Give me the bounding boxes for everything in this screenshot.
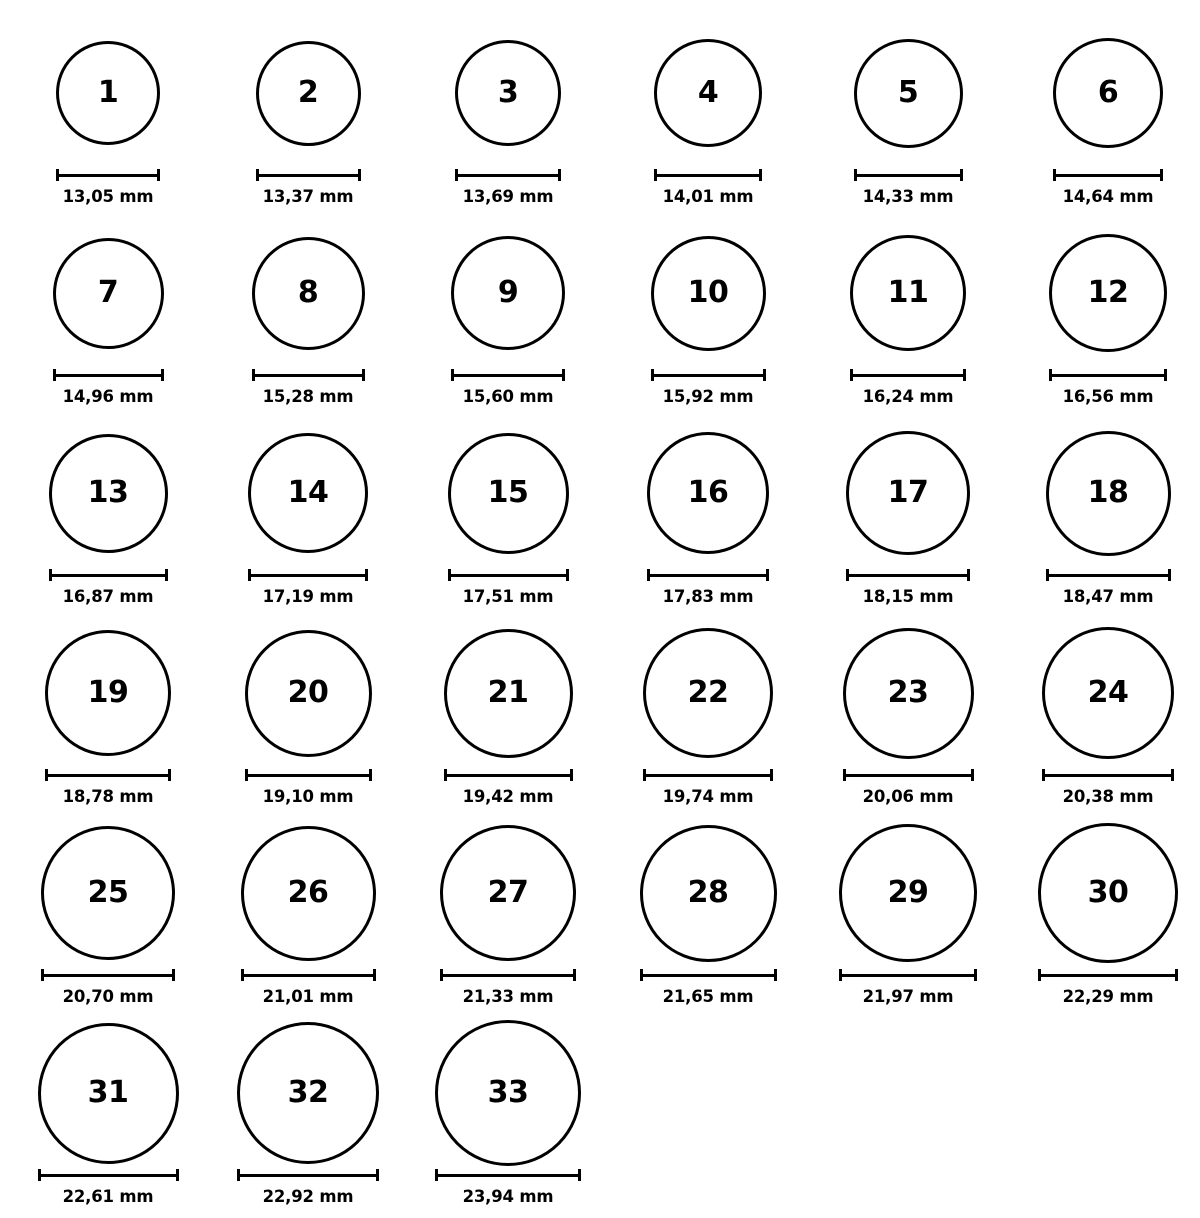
ring-circle-wrapper	[8, 618, 208, 768]
ring-circle-wrapper	[408, 18, 608, 168]
ring-size-number: 26	[287, 875, 329, 910]
ring-circle-wrapper	[808, 18, 1008, 168]
ring-circle-icon	[455, 40, 561, 146]
ring-size-number: 7	[97, 275, 119, 310]
diameter-label: 19,10 mm	[262, 787, 354, 806]
diameter-measure-bar	[640, 968, 777, 982]
diameter-measure-bar	[1038, 968, 1178, 982]
diameter-label: 16,56 mm	[1062, 387, 1154, 406]
ring-circle-icon	[654, 39, 762, 147]
measure-bar-line	[843, 774, 974, 777]
diameter-measure-bar	[1042, 768, 1174, 782]
measure-bar-line	[38, 1174, 179, 1177]
ring-size-grid	[0, 18, 1200, 1218]
diameter-label: 18,15 mm	[862, 587, 954, 606]
diameter-label: 15,92 mm	[662, 387, 754, 406]
measure-bar-graphic	[846, 569, 970, 581]
ring-circle-wrapper	[608, 218, 808, 368]
ring-circle-icon	[440, 825, 576, 961]
ring-circle-icon	[1046, 431, 1171, 556]
measure-bar-graphic	[38, 1169, 179, 1181]
diameter-measure-bar	[435, 1168, 581, 1182]
diameter-measure-bar	[248, 568, 368, 582]
measure-bar-graphic	[56, 169, 160, 181]
measure-bar-graphic	[640, 969, 777, 981]
ring-size-cell	[8, 818, 208, 1018]
measure-bar-graphic	[41, 969, 175, 981]
diameter-label: 22,92 mm	[262, 1187, 354, 1206]
measure-bar-line	[854, 174, 963, 177]
ring-circle-icon	[846, 431, 970, 555]
ring-circle-icon	[45, 630, 171, 756]
ring-circle-wrapper	[8, 418, 208, 568]
diameter-label: 20,38 mm	[1062, 787, 1154, 806]
measure-bar-line	[1053, 174, 1163, 177]
measure-bar-line	[1046, 574, 1171, 577]
ring-size-number: 30	[1087, 875, 1129, 910]
diameter-measure-bar	[53, 368, 164, 382]
ring-circle-wrapper	[808, 218, 1008, 368]
ring-circle-wrapper	[408, 418, 608, 568]
ring-circle-wrapper	[8, 818, 208, 968]
diameter-measure-bar	[647, 568, 769, 582]
ring-size-cell	[208, 418, 408, 618]
measure-bar-line	[647, 574, 769, 577]
diameter-label: 14,33 mm	[862, 187, 954, 206]
measure-bar-line	[41, 974, 175, 977]
measure-bar-graphic	[245, 769, 372, 781]
ring-circle-wrapper	[8, 1018, 208, 1168]
diameter-label: 13,69 mm	[462, 187, 554, 206]
ring-size-number: 25	[87, 875, 129, 910]
ring-circle-icon	[640, 825, 777, 962]
ring-size-number: 32	[287, 1075, 329, 1110]
ring-circle-wrapper	[408, 818, 608, 968]
ring-size-number: 8	[297, 275, 319, 310]
measure-bar-line	[245, 774, 372, 777]
ring-size-number: 33	[487, 1075, 529, 1110]
ring-size-cell	[608, 18, 808, 218]
measure-bar-graphic	[448, 569, 569, 581]
ring-size-number: 23	[887, 675, 929, 710]
ring-circle-wrapper	[408, 218, 608, 368]
measure-bar-line	[455, 174, 561, 177]
diameter-measure-bar	[850, 368, 966, 382]
ring-circle-wrapper	[208, 418, 408, 568]
ring-circle-icon	[245, 630, 372, 757]
diameter-measure-bar	[451, 368, 565, 382]
diameter-measure-bar	[654, 168, 762, 182]
measure-bar-line	[640, 974, 777, 977]
ring-size-number: 3	[497, 75, 519, 110]
ring-size-number: 17	[887, 475, 929, 510]
measure-bar-graphic	[843, 769, 974, 781]
ring-circle-icon	[49, 434, 168, 553]
measure-bar-graphic	[248, 569, 368, 581]
diameter-measure-bar	[651, 368, 766, 382]
ring-size-number: 22	[687, 675, 729, 710]
diameter-label: 15,60 mm	[462, 387, 554, 406]
ring-circle-wrapper	[408, 618, 608, 768]
ring-circle-icon	[1053, 38, 1163, 148]
measure-bar-graphic	[1038, 969, 1178, 981]
measure-bar-graphic	[49, 569, 168, 581]
measure-bar-graphic	[241, 969, 376, 981]
measure-bar-graphic	[455, 169, 561, 181]
diameter-label: 21,65 mm	[662, 987, 754, 1006]
ring-size-cell	[1008, 418, 1200, 618]
measure-bar-line	[45, 774, 171, 777]
ring-size-number: 2	[297, 75, 319, 110]
measure-bar-graphic	[643, 769, 773, 781]
diameter-measure-bar	[1046, 568, 1171, 582]
measure-bar-graphic	[854, 169, 963, 181]
measure-bar-graphic	[850, 369, 966, 381]
measure-bar-line	[850, 374, 966, 377]
ring-size-cell	[208, 18, 408, 218]
measure-bar-graphic	[53, 369, 164, 381]
ring-circle-icon	[643, 628, 773, 758]
measure-bar-line	[241, 974, 376, 977]
diameter-measure-bar	[1053, 168, 1163, 182]
ring-size-number: 18	[1087, 475, 1129, 510]
ring-size-cell	[608, 218, 808, 418]
measure-bar-line	[448, 574, 569, 577]
measure-bar-line	[49, 574, 168, 577]
ring-circle-icon	[435, 1020, 581, 1166]
diameter-label: 23,94 mm	[462, 1187, 554, 1206]
ring-size-number: 29	[887, 875, 929, 910]
measure-bar-graphic	[256, 169, 361, 181]
diameter-measure-bar	[45, 768, 171, 782]
ring-circle-wrapper	[808, 618, 1008, 768]
ring-circle-wrapper	[8, 218, 208, 368]
ring-circle-wrapper	[808, 818, 1008, 968]
ring-size-number: 5	[897, 75, 919, 110]
diameter-measure-bar	[448, 568, 569, 582]
diameter-label: 22,29 mm	[1062, 987, 1154, 1006]
measure-bar-graphic	[1046, 569, 1171, 581]
ring-circle-icon	[647, 432, 769, 554]
ring-size-cell	[608, 818, 808, 1018]
diameter-label: 17,51 mm	[462, 587, 554, 606]
measure-bar-graphic	[444, 769, 573, 781]
ring-circle-wrapper	[608, 418, 808, 568]
measure-bar-line	[237, 1174, 379, 1177]
ring-size-number: 14	[287, 475, 329, 510]
measure-bar-graphic	[1049, 369, 1167, 381]
ring-circle-icon	[444, 629, 573, 758]
ring-circle-icon	[38, 1023, 179, 1164]
measure-bar-line	[256, 174, 361, 177]
ring-circle-wrapper	[208, 818, 408, 968]
ring-size-cell	[1008, 18, 1200, 218]
diameter-measure-bar	[237, 1168, 379, 1182]
ring-circle-wrapper	[1008, 218, 1200, 368]
ring-circle-wrapper	[608, 618, 808, 768]
ring-size-number: 15	[487, 475, 529, 510]
ring-circle-icon	[843, 628, 974, 759]
ring-size-cell	[8, 1018, 208, 1218]
ring-size-cell	[8, 18, 208, 218]
ring-circle-wrapper	[208, 218, 408, 368]
ring-size-cell	[408, 818, 608, 1018]
measure-bar-graphic	[647, 569, 769, 581]
ring-circle-wrapper	[408, 1018, 608, 1168]
diameter-measure-bar	[839, 968, 977, 982]
measure-bar-graphic	[45, 769, 171, 781]
ring-size-number: 24	[1087, 675, 1129, 710]
ring-circle-icon	[256, 41, 361, 146]
measure-bar-graphic	[839, 969, 977, 981]
ring-size-cell	[208, 218, 408, 418]
ring-size-cell	[208, 618, 408, 818]
diameter-label: 14,64 mm	[1062, 187, 1154, 206]
ring-circle-icon	[241, 826, 376, 961]
ring-circle-icon	[237, 1022, 379, 1164]
ring-size-number: 28	[687, 875, 729, 910]
diameter-label: 21,33 mm	[462, 987, 554, 1006]
ring-size-number: 21	[487, 675, 529, 710]
ring-size-cell	[8, 418, 208, 618]
diameter-measure-bar	[1049, 368, 1167, 382]
ring-size-cell	[608, 618, 808, 818]
ring-circle-wrapper	[1008, 418, 1200, 568]
ring-circle-icon	[850, 235, 966, 351]
ring-size-number: 20	[287, 675, 329, 710]
diameter-label: 22,61 mm	[62, 1187, 154, 1206]
ring-circle-wrapper	[208, 618, 408, 768]
ring-size-cell	[8, 618, 208, 818]
ring-circle-wrapper	[1008, 818, 1200, 968]
diameter-label: 16,87 mm	[62, 587, 154, 606]
ring-size-number: 11	[887, 275, 929, 310]
ring-circle-icon	[854, 39, 963, 148]
ring-size-number: 13	[87, 475, 129, 510]
ring-size-cell	[408, 418, 608, 618]
measure-bar-line	[1042, 774, 1174, 777]
measure-bar-line	[846, 574, 970, 577]
ring-size-number: 12	[1087, 275, 1129, 310]
ring-circle-icon	[451, 236, 565, 350]
diameter-measure-bar	[843, 768, 974, 782]
diameter-label: 19,42 mm	[462, 787, 554, 806]
diameter-measure-bar	[41, 968, 175, 982]
measure-bar-graphic	[1053, 169, 1163, 181]
ring-circle-icon	[1042, 627, 1174, 759]
ring-size-cell	[608, 418, 808, 618]
ring-circle-wrapper	[208, 1018, 408, 1168]
ring-size-cell	[808, 418, 1008, 618]
ring-size-cell	[408, 618, 608, 818]
diameter-label: 14,96 mm	[62, 387, 154, 406]
diameter-measure-bar	[440, 968, 576, 982]
diameter-label: 21,97 mm	[862, 987, 954, 1006]
measure-bar-line	[839, 974, 977, 977]
measure-bar-graphic	[651, 369, 766, 381]
measure-bar-line	[435, 1174, 581, 1177]
diameter-measure-bar	[245, 768, 372, 782]
diameter-measure-bar	[854, 168, 963, 182]
ring-circle-icon	[1038, 823, 1178, 963]
measure-bar-line	[56, 174, 160, 177]
measure-bar-line	[643, 774, 773, 777]
measure-bar-graphic	[1042, 769, 1174, 781]
diameter-measure-bar	[846, 568, 970, 582]
ring-size-number: 9	[497, 275, 519, 310]
diameter-label: 13,05 mm	[62, 187, 154, 206]
ring-size-number: 16	[687, 475, 729, 510]
ring-size-number: 19	[87, 675, 129, 710]
ring-circle-icon	[651, 236, 766, 351]
diameter-label: 15,28 mm	[262, 387, 354, 406]
ring-size-cell	[208, 818, 408, 1018]
ring-size-cell	[1008, 818, 1200, 1018]
diameter-label: 18,78 mm	[62, 787, 154, 806]
measure-bar-graphic	[451, 369, 565, 381]
ring-size-cell	[208, 1018, 408, 1218]
ring-circle-wrapper	[208, 18, 408, 168]
ring-circle-icon	[252, 237, 365, 350]
measure-bar-line	[252, 374, 365, 377]
measure-bar-graphic	[252, 369, 365, 381]
measure-bar-graphic	[237, 1169, 379, 1181]
ring-size-number: 27	[487, 875, 529, 910]
ring-size-cell	[408, 18, 608, 218]
ring-circle-icon	[53, 238, 164, 349]
ring-size-cell	[808, 818, 1008, 1018]
measure-bar-graphic	[435, 1169, 581, 1181]
ring-circle-icon	[56, 41, 160, 145]
ring-circle-icon	[448, 433, 569, 554]
ring-circle-wrapper	[808, 418, 1008, 568]
ring-size-cell	[408, 1018, 608, 1218]
diameter-measure-bar	[49, 568, 168, 582]
ring-circle-wrapper	[608, 18, 808, 168]
diameter-label: 21,01 mm	[262, 987, 354, 1006]
ring-size-cell	[408, 218, 608, 418]
measure-bar-line	[444, 774, 573, 777]
ring-size-cell	[808, 18, 1008, 218]
diameter-label: 20,70 mm	[62, 987, 154, 1006]
ring-size-cell	[808, 618, 1008, 818]
ring-size-cell	[1008, 218, 1200, 418]
ring-circle-icon	[41, 826, 175, 960]
measure-bar-line	[654, 174, 762, 177]
ring-size-cell	[1008, 618, 1200, 818]
diameter-label: 18,47 mm	[1062, 587, 1154, 606]
ring-circle-icon	[1049, 234, 1167, 352]
measure-bar-line	[451, 374, 565, 377]
ring-size-number: 4	[697, 75, 719, 110]
measure-bar-line	[651, 374, 766, 377]
ring-circle-wrapper	[608, 818, 808, 968]
ring-size-number: 31	[87, 1075, 129, 1110]
diameter-label: 17,19 mm	[262, 587, 354, 606]
diameter-label: 14,01 mm	[662, 187, 754, 206]
ring-size-number: 1	[97, 75, 119, 110]
ring-size-cell	[8, 218, 208, 418]
measure-bar-graphic	[440, 969, 576, 981]
diameter-measure-bar	[252, 368, 365, 382]
measure-bar-line	[440, 974, 576, 977]
diameter-measure-bar	[643, 768, 773, 782]
diameter-measure-bar	[56, 168, 160, 182]
measure-bar-line	[1038, 974, 1178, 977]
measure-bar-line	[53, 374, 164, 377]
ring-circle-wrapper	[1008, 18, 1200, 168]
diameter-measure-bar	[256, 168, 361, 182]
ring-size-cell	[808, 218, 1008, 418]
diameter-label: 16,24 mm	[862, 387, 954, 406]
ring-circle-icon	[248, 433, 368, 553]
diameter-label: 20,06 mm	[862, 787, 954, 806]
ring-circle-wrapper	[1008, 618, 1200, 768]
diameter-measure-bar	[444, 768, 573, 782]
measure-bar-line	[1049, 374, 1167, 377]
ring-circle-icon	[839, 824, 977, 962]
diameter-label: 13,37 mm	[262, 187, 354, 206]
ring-circle-wrapper	[8, 18, 208, 168]
ring-size-number: 6	[1097, 75, 1119, 110]
measure-bar-graphic	[654, 169, 762, 181]
diameter-measure-bar	[455, 168, 561, 182]
diameter-label: 19,74 mm	[662, 787, 754, 806]
diameter-measure-bar	[241, 968, 376, 982]
ring-size-number: 10	[687, 275, 729, 310]
diameter-measure-bar	[38, 1168, 179, 1182]
diameter-label: 17,83 mm	[662, 587, 754, 606]
measure-bar-line	[248, 574, 368, 577]
